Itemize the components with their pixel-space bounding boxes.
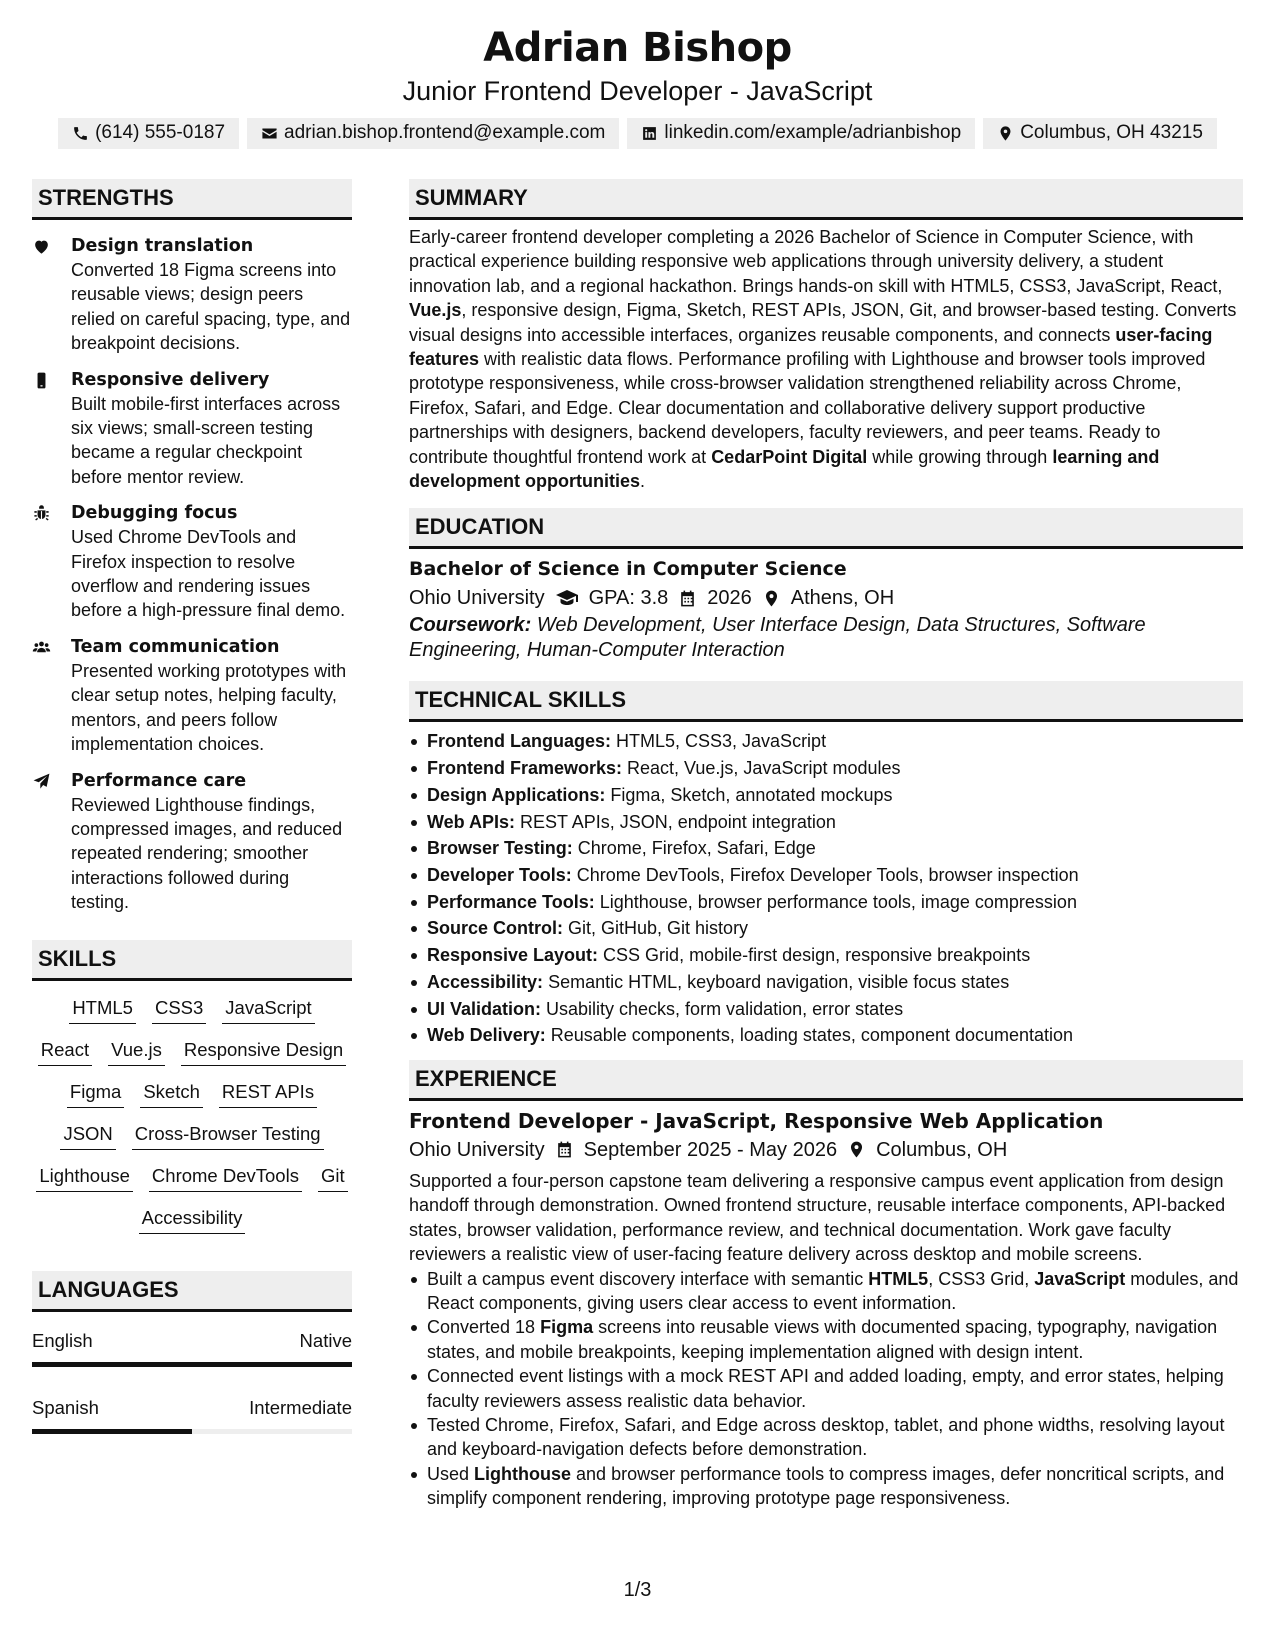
- contact-location[interactable]: [983, 118, 1217, 149]
- technical-skill-value: Usability checks, form validation, error states: [541, 998, 904, 1019]
- job-bullets: [409, 1267, 1243, 1511]
- job-description: Supported a four-person capstone team delivering a responsive campus event application from design handoff through demonstration. Owned frontend structure, reusable interface components, API-backed states, browser validation, performance review, and technical documentation. Work gave faculty reviewers a realistic view of user-facing feature delivery across desktop and mobile screens.: [409, 1170, 1226, 1265]
- coursework-label: Coursework:: [409, 614, 532, 637]
- strength-desc: Used Chrome DevTools and Firefox inspection to resolve overflow and rendering issues before a high-pressure final demo.: [71, 527, 346, 621]
- job-bullet: Connected event listings with a mock REST API and added loading, empty, and error states, helping faculty reviewers assess realistic data behavior.: [409, 1364, 1243, 1413]
- location-icon: [762, 589, 781, 608]
- technical-skill-value: React, Vue.js, JavaScript modules: [622, 758, 901, 779]
- strength-item: [32, 368, 352, 490]
- technical-skill-value: Reusable components, loading states, component documentation: [545, 1025, 1074, 1046]
- strength-desc: Reviewed Lighthouse findings, compressed images, and reduced repeated rendering; smoother interactions followed during testing.: [71, 794, 343, 913]
- heart-icon: [32, 237, 51, 256]
- education-meta: [409, 583, 1243, 613]
- summary-heading: SUMMARY: [409, 179, 1243, 220]
- technical-skill-label: Responsive Layout:: [427, 945, 599, 966]
- technical-skill-item: [409, 862, 1243, 889]
- education-heading: EDUCATION: [409, 508, 1243, 549]
- technical-skill-label: UI Validation:: [427, 998, 542, 1019]
- technical-skill-label: Browser Testing:: [427, 838, 573, 859]
- languages-list: [32, 1312, 352, 1434]
- language-name: English: [32, 1329, 93, 1351]
- strengths-list: [32, 220, 352, 915]
- skill-tag: React: [38, 1037, 92, 1066]
- strength-title: Team communication: [71, 636, 280, 657]
- skill-tag: JavaScript: [222, 995, 314, 1024]
- skill-tag: Figma: [67, 1079, 124, 1108]
- language-level: Native: [299, 1329, 352, 1351]
- technical-skill-item: [409, 809, 1243, 836]
- language-proficiency-bar: [32, 1362, 352, 1367]
- technical-skill-item: [409, 755, 1243, 782]
- technical-skill-value: HTML5, CSS3, JavaScript: [611, 731, 827, 752]
- bug-icon: [32, 504, 51, 523]
- skill-tag: JSON: [60, 1121, 115, 1150]
- calendar-icon: [678, 589, 697, 608]
- language-proficiency-fill: [32, 1429, 192, 1434]
- skills-heading: SKILLS: [32, 940, 352, 981]
- language-proficiency-fill: [32, 1362, 352, 1367]
- job-location: Columbus, OH: [876, 1138, 1008, 1161]
- technical-skill-item: [409, 969, 1243, 996]
- calendar-icon: [555, 1140, 574, 1159]
- strength-title: Responsive delivery: [71, 369, 270, 390]
- strength-title: Performance care: [71, 770, 247, 791]
- technical-skills-heading: TECHNICAL SKILLS: [409, 681, 1243, 722]
- strength-desc: Converted 18 Figma screens into reusable views; design peers relied on careful spacing, type, and breakpoint decisions.: [71, 260, 351, 354]
- strength-item: [32, 635, 352, 757]
- employer-name: Ohio University: [409, 1138, 545, 1161]
- languages-heading: LANGUAGES: [32, 1271, 352, 1312]
- skill-tag: CSS3: [152, 995, 206, 1024]
- school-location: Athens, OH: [790, 587, 895, 610]
- location-icon: [847, 1140, 866, 1159]
- language-proficiency-bar: [32, 1429, 352, 1434]
- technical-skill-item: [409, 915, 1243, 942]
- technical-skill-label: Web APIs:: [427, 811, 516, 832]
- coursework: [409, 613, 1243, 662]
- skill-tag: REST APIs: [219, 1079, 317, 1108]
- technical-skill-item: [409, 835, 1243, 862]
- graduation-cap-icon: [555, 586, 579, 610]
- contact-location-text: Columbus, OH 43215: [1020, 122, 1203, 143]
- resume-header: [0, 0, 1275, 149]
- technical-skill-item: [409, 996, 1243, 1023]
- phone-icon: [72, 125, 89, 142]
- contact-linkedin[interactable]: [627, 118, 975, 149]
- skill-tag: Chrome DevTools: [149, 1163, 302, 1192]
- gpa: GPA: 3.8: [588, 587, 669, 610]
- strength-title: Debugging focus: [71, 503, 238, 524]
- envelope-icon: [261, 125, 278, 142]
- skill-tag: HTML5: [69, 995, 136, 1024]
- technical-skill-label: Frontend Languages:: [427, 731, 611, 752]
- job-bullet: Tested Chrome, Firefox, Safari, and Edge across desktop, tablet, and phone widths, resolving layout and keyboard-navigation defects before demonstration.: [409, 1413, 1243, 1462]
- contact-email-text: adrian.bishop.frontend@example.com: [284, 122, 606, 143]
- contact-phone[interactable]: [58, 118, 239, 149]
- skill-tag: Responsive Design: [181, 1037, 346, 1066]
- strength-item: [32, 769, 352, 915]
- technical-skill-item: [409, 942, 1243, 969]
- technical-skill-item: [409, 1022, 1243, 1049]
- skill-tag: Lighthouse: [36, 1163, 133, 1192]
- technical-skill-label: Source Control:: [427, 918, 564, 939]
- skill-tag: Accessibility: [139, 1205, 246, 1234]
- degree-title: Bachelor of Science in Computer Science: [409, 558, 847, 581]
- strengths-heading: STRENGTHS: [32, 179, 352, 220]
- contact-email[interactable]: [247, 118, 619, 149]
- language-name: Spanish: [32, 1396, 99, 1418]
- contact-bar: [0, 118, 1275, 149]
- language-item: [32, 1396, 352, 1434]
- technical-skill-label: Design Applications:: [427, 784, 606, 805]
- technical-skill-label: Web Delivery:: [427, 1025, 546, 1046]
- technical-skill-label: Frontend Frameworks:: [427, 758, 623, 779]
- linkedin-icon: [641, 125, 658, 142]
- language-level: Intermediate: [249, 1396, 352, 1418]
- job-bullet: Built a campus event discovery interface with semantic HTML5, CSS3 Grid, JavaScript modules, and React components, giving users clear access to event information.: [409, 1267, 1243, 1316]
- technical-skill-value: Figma, Sketch, annotated mockups: [605, 784, 893, 805]
- job-bullet: Converted 18 Figma screens into reusable views with documented spacing, typography, navigation states, and mobile breakpoints, keeping implementation aligned with design intent.: [409, 1315, 1243, 1364]
- candidate-title: Junior Frontend Developer - JavaScript: [402, 76, 873, 106]
- technical-skill-item: [409, 889, 1243, 916]
- left-column: [32, 179, 352, 1434]
- summary-text: Early-career frontend developer completing a 2026 Bachelor of Science in Computer Science, with practical experience building responsive web applications through university delivery, a student innovation lab, and a regional hackathon. Brings hands-on skill with HTML5, CSS3, JavaScript, React, Vue.js, responsive design, Figma, Sketch, REST APIs, JSON, Git, and browser-based testing. Converts visual designs into accessible interfaces, organizes reusable components, and connects user-facing features with realistic data flows. Performance profiling with Lighthouse and browser tools improved prototype responsiveness, while cross-browser validation strengthened reliability across Chrome, Firefox, Safari, and Edge. Clear documentation and collaborative delivery support productive partnerships with designers, backend developers, faculty reviewers, and peer teams. Ready to contribute thoughtful frontend work at CedarPoint Digital while growing through learning and development opportunities.: [409, 227, 1237, 492]
- technical-skill-label: Developer Tools:: [427, 864, 572, 885]
- page-number: 1/3: [623, 1579, 652, 1601]
- graduation-year: 2026: [707, 587, 752, 610]
- technical-skill-value: Chrome DevTools, Firefox Developer Tools, browser inspection: [571, 864, 1079, 885]
- language-item: [32, 1329, 352, 1367]
- technical-skill-value: CSS Grid, mobile-first design, responsive breakpoints: [598, 945, 1031, 966]
- skill-tag: Cross-Browser Testing: [132, 1121, 324, 1150]
- job-bullet: Used Lighthouse and browser performance tools to compress images, defer noncritical scripts, and simplify component rendering, improving prototype page responsiveness.: [409, 1462, 1243, 1511]
- technical-skill-item: [409, 782, 1243, 809]
- technical-skill-value: Git, GitHub, Git history: [563, 918, 749, 939]
- technical-skill-value: Semantic HTML, keyboard navigation, visible focus states: [543, 971, 1010, 992]
- job-dates: September 2025 - May 2026: [583, 1138, 838, 1161]
- mobile-icon: [32, 371, 51, 390]
- technical-skill-label: Performance Tools:: [427, 891, 595, 912]
- school-name: Ohio University: [409, 587, 545, 610]
- skill-tag: Vue.js: [108, 1037, 165, 1066]
- strength-item: [32, 501, 352, 623]
- skill-tag: Sketch: [140, 1079, 203, 1108]
- technical-skills-list: [409, 728, 1243, 1048]
- contact-phone-text: (614) 555-0187: [95, 122, 226, 143]
- technical-skill-item: [409, 728, 1243, 755]
- paper-plane-icon: [32, 772, 51, 791]
- experience-entry: [409, 1101, 1243, 1511]
- technical-skill-label: Accessibility:: [427, 971, 544, 992]
- strength-item: [32, 234, 352, 356]
- candidate-name: Adrian Bishop: [483, 25, 792, 71]
- technical-skill-value: Lighthouse, browser performance tools, image compression: [594, 891, 1077, 912]
- skills-tags: [32, 981, 352, 1234]
- contact-linkedin-text: linkedin.com/example/adrianbishop: [664, 122, 962, 143]
- experience-heading: EXPERIENCE: [409, 1060, 1243, 1101]
- strength-desc: Built mobile-first interfaces across six views; small-screen testing became a regular checkpoint before mentor review.: [71, 393, 341, 487]
- strength-title: Design translation: [71, 236, 254, 256]
- job-title: Frontend Developer - JavaScript, Responsive Web Application: [409, 1108, 1104, 1133]
- job-meta: [409, 1135, 1243, 1165]
- users-icon: [32, 638, 51, 657]
- technical-skill-value: Chrome, Firefox, Safari, Edge: [572, 838, 816, 859]
- location-icon: [997, 125, 1014, 142]
- coursework-list: Web Development, User Interface Design, Data Structures, Software Engineering, Human-Computer Interaction: [409, 614, 1146, 661]
- right-column: [409, 179, 1243, 1511]
- technical-skill-value: REST APIs, JSON, endpoint integration: [515, 811, 836, 832]
- education-entry: [409, 549, 1243, 662]
- strength-desc: Presented working prototypes with clear setup notes, helping faculty, mentors, and peers follow implementation choices.: [71, 660, 347, 755]
- skill-tag: Git: [318, 1163, 348, 1192]
